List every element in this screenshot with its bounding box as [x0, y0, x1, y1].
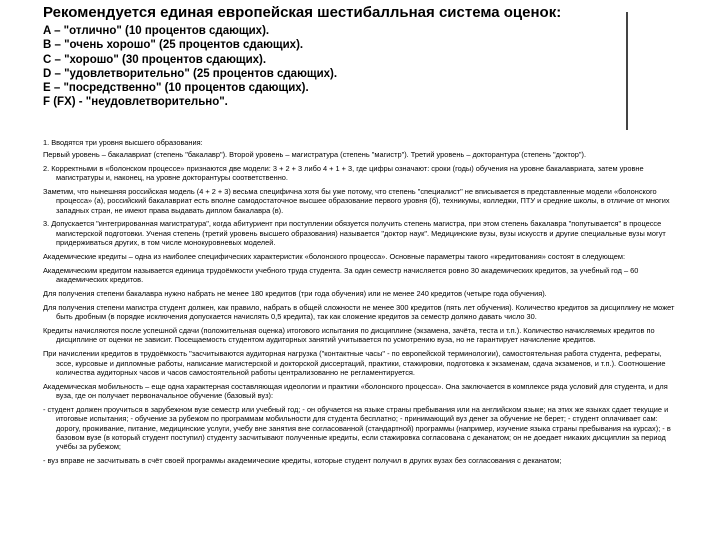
paragraph: Академические кредиты – одна из наиболее специфических характеристик «болонского процесса». Основные параметры такого «кредитования» состоят в следующем:: [43, 251, 626, 261]
paragraph: - студент должен проучиться в зарубежном вузе семестр или учебный год; - он обучается на языке страны пребывания или на английском языке; на этих же языках сдает текущие и итоговые испытания; - обучение за рубежом по программам мобильности для студента бесплатно; - принимающий вуз денег за обучение не берет; - студент оплачивает сам: дорогу, проживание, питание, медицинские услуги, учебу вне занятия вне согласованной (стандартной) программы (например, изучение языка страны пребывания на курсах); - в базовом вузе (в который студент поступил) студенту засчитывают полученные кредиты, если стажировка согласована с деканатом; он не доедает никаких дисциплин за период учёбы за рубежом;: [43, 404, 671, 452]
grade-d: D – "удовлетворительно" (25 процентов сдающих).: [43, 67, 338, 80]
vertical-divider: [626, 12, 628, 130]
paragraph: Академическая мобильность – еще одна характерная составляющая идеологии и практики «болонского процесса». Она заключается в комплексе ряда условий для студента, и для вуза, где он получает первоначальное обучение (базовый вуз):: [43, 381, 668, 401]
paragraph: При начислении кредитов в трудоёмкость "засчитываются аудиторная нагрузка ("контактные часы" - по европейской терминологии), самостоятельная работа студента, рефераты, эссе, курсовые и дипломные работы, написание магистерской и докторской диссертаций, практики, стажировки, подготовка к экзаменам, сдача экзаменов, и т.п.). Соотношение количества аудиторных часов и часов самостоятельной работы централизованно не регламентируется.: [43, 349, 666, 377]
grade-c: C – "хорошо" (30 процентов сдающих).: [43, 53, 267, 66]
paragraph: - вуз вправе не засчитывать в счёт своей программы академические кредиты, которые студент получил в других вузах без согласования с деканатом;: [43, 456, 562, 466]
paragraph: 2. Корректными в «болонском процессе» признаются две модели: 3 + 2 + 3 либо 4 + 1 + 3, где цифры означают: сроки (годы) обучения на уровне бакалавриата, затем уровне магистратуры и, наконец, на уровне докторантуры соответственно.: [43, 163, 644, 183]
slide-title: Рекомендуется единая европейская шестибалльная система оценок:: [43, 4, 562, 21]
paragraph: Для получения степени магистра студент должен, как правило, набрать в общей сложности не менее 300 кредитов (пять лет обучения). Количество кредитов за дисциплину не может быть дробным (в порядке исключения допускается начислять 0,5 кредита), так как сложение кредитов за семестр должно давать число 30.: [43, 302, 675, 322]
grade-b: B – "очень хорошо" (25 процентов сдающих).: [43, 39, 304, 52]
paragraph: 3. Допускается "интегрированная магистратура", когда абитуриент при поступлении обязуется получить степень магистра, при этом степень бакалавра "попутывается" в процессе магистерской подготовки. Ученая степень (третий уровень высшего образования) называется "доктор наук". Медицинские вузы, вузы искусств и другие специальные вузы могут придерживаться других, в том числе монокуровневых моделей.: [43, 219, 666, 248]
paragraph: Для получения степени бакалавра нужно набрать не менее 180 кредитов (три года обучения) или не менее 240 кредитов (четыре года обучения).: [43, 289, 547, 299]
paragraph: Кредиты начисляются после успешной сдачи (положительная оценка) итогового испытания по дисциплине (экзамена, зачёта, теста и т.п.). Количество начисляемых кредитов по дисциплине от оценки не зависит. Посещаемость студентом аудиторных занятий учитывается по усмотрению вуза, но не гарантирует начисление кредитов.: [43, 326, 655, 345]
paragraph: Академическим кредитом называется единица трудоёмкости учебного труда студента. За один семестр начисляется ровно 30 академических кредитов, за учебный год – 60 академических кредитов.: [43, 265, 639, 285]
slide-body: [43, 138, 681, 470]
paragraph: Первый уровень – бакалавриат (степень "бакалавр"). Второй уровень – магистратура (степень "магистр"). Третий уровень – докторантура (степень "доктор").: [43, 149, 586, 159]
grade-e: E – "посредственно" (10 процентов сдающих).: [43, 82, 309, 95]
grade-a: A – "отлично" (10 процентов сдающих).: [43, 25, 270, 37]
paragraph: 1. Вводятся три уровня высшего образования:: [43, 138, 203, 147]
grade-f: F (FX) - "неудовлетворительно".: [43, 96, 228, 109]
paragraph: Заметим, что нынешняя российская модель (4 + 2 + 3) весьма специфична хотя бы уже потому, что степень "специалист" не вписывается в представленные модели «болонского процесса» (а), российский бакалавриат есть вполне самодостаточное высшее образование первого уровня (б), техникумы, колледжи, ПТУ и средние школы, в отличие от многих западных стран, не имеют права выдавать диплом бакалавра (в).: [43, 186, 670, 215]
slide-header: [43, 4, 643, 110]
